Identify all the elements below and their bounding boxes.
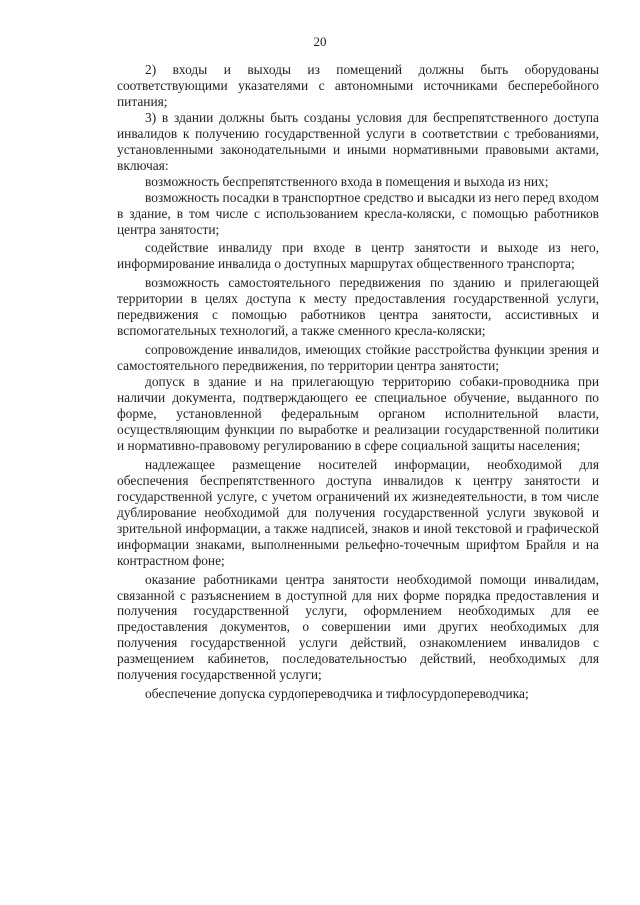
paragraph-assistance-informing: содействие инвалиду при входе в центр занятости и выходе из него, информирование инвалида о доступных маршрутах общественного транспорта; [117,240,599,272]
page-number: 20 [313,34,327,49]
paragraph-building-conditions: 3) в здании должны быть созданы условия для беспрепятственного доступа инвалидов к получению государственной услуги в соответствии с требованиями, установленными законодательными и иными нормативными правовыми актами, включая: [117,109,599,173]
paragraph-guide-dog: допуск в здание и на прилегающую территорию собаки-проводника при наличии документа, подтверждающего ее специальное обучение, выданного по форме, установленной федеральным органом исполнительной власти, осуществляющим функции по выработке и реализации государственной политики и нормативно-правовому регулированию в сфере социальной защиты населения; [117,374,599,453]
paragraph-escort: сопровождение инвалидов, имеющих стойкие расстройства функции зрения и самостоятельного передвижения, по территории центра занятости; [117,342,599,374]
paragraph-entrances-exits: 2) входы и выходы из помещений должны быть оборудованы соответствующими указателями с автономными источниками бесперебойного питания; [117,62,599,109]
paragraph-boarding-transport: возможность посадки в транспортное средство и высадки из него перед входом в здание, в том числе с использованием кресла-коляски, с помощью работников центра занятости; [117,189,600,237]
document-body [117,62,599,702]
paragraph-staff-assistance: оказание работниками центра занятости необходимой помощи инвалидам, связанной с разъяснением в доступной для них форме порядка предоставления и получения государственной услуги, оформлением необходимых для ее предоставления документов, о совершении ими других необходимых для получения государственной услуги действий, ознакомлением инвалидов с размещением кабинетов, последовательностью действий, необходимых для получения государственной услуги; [117,571,599,683]
paragraph-independent-movement: возможность самостоятельного передвижения по зданию и прилегающей территории в целях доступа к месту предоставления государственной услуги, передвижения с помощью работников центра занятости, ассистивных и вспомогательных технологий, а также сменного кресла-коляски; [117,275,599,339]
paragraph-free-entry: возможность беспрепятственного входа в помещения и выхода из них; [145,173,549,189]
paragraph-information-placement: надлежащее размещение носителей информации, необходимой для обеспечения беспрепятственного доступа инвалидов к центру занятости и государственной услуге, с учетом ограничений их жизнедеятельности, в том числе дублирование необходимой для получения государственной услуги звуковой и зрительной информации, а также надписей, знаков и иной текстовой и графической информации знаками, выполненными рельефно-точечным шрифтом Брайля и на контрастном фоне; [117,456,599,568]
paragraph-interpreter-access: обеспечение допуска сурдопереводчика и тифлосурдопереводчика; [145,686,529,702]
